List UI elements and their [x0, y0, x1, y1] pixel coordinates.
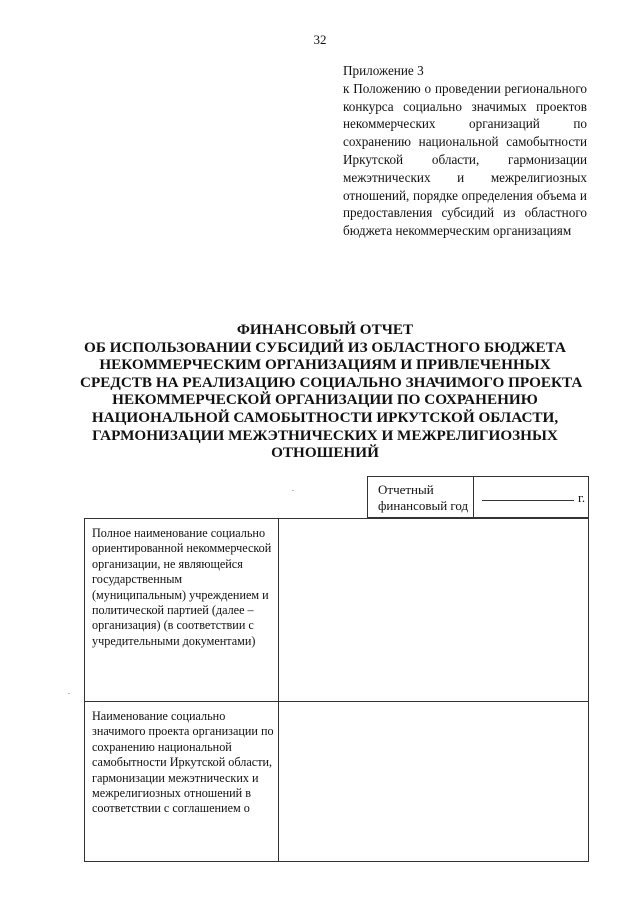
report-title-line: ФИНАНСОВЫЙ ОТЧЕТ — [236, 321, 414, 338]
annex-header — [343, 62, 587, 240]
page-number: 32 — [313, 32, 327, 47]
organization-info-table — [84, 518, 589, 862]
scan-speck — [292, 490, 294, 491]
report-title-line: ОБ ИСПОЛЬЗОВАНИИ СУБСИДИЙ ИЗ ОБЛАСТНОГО БЮДЖЕТА — [84, 338, 566, 356]
report-title-line: НЕКОММЕРЧЕСКОЙ ОРГАНИЗАЦИИ ПО СОХРАНЕНИЮ — [112, 391, 538, 409]
report-title-line: НЕКОММЕРЧЕСКИМ ОРГАНИЗАЦИЯМ И ПРИВЛЕЧЕННЫХ — [99, 356, 551, 374]
project-name-label: Наименование социально значимого проекта организации по сохранению национальной самобытности Иркутской области, гармонизации межэтнических и межрелигиозных отношений в соответствии с соглашением о — [85, 702, 279, 862]
reporting-year-suffix: г. — [578, 490, 586, 505]
organization-name-field[interactable] — [279, 519, 589, 702]
report-title-line: СРЕДСТВ НА РЕАЛИЗАЦИЮ СОЦИАЛЬНО ЗНАЧИМОГО ПРОЕКТА — [80, 373, 583, 391]
annex-body: к Положению о проведении регионального конкурса социально значимых проектов некоммерческих организаций по сохранению национальной самобытности Иркутской области, гармонизации межэтнических и межрелигиозных отношений, порядке определения объема и предоставления субсидий из областного бюджета некоммерческим организациям — [343, 80, 587, 239]
reporting-year-box — [367, 476, 589, 518]
annex-title: Приложение 3 — [343, 63, 424, 78]
reporting-year-blank-line — [482, 500, 574, 501]
reporting-year-label: Отчетный финансовый год — [368, 477, 474, 517]
reporting-year-field[interactable] — [474, 477, 588, 517]
table-row — [85, 702, 589, 862]
report-title-line: НАЦИОНАЛЬНОЙ САМОБЫТНОСТИ ИРКУТСКОЙ ОБЛАСТИ, — [91, 408, 559, 426]
report-title-line: ОТНОШЕНИЙ — [271, 444, 379, 462]
report-title-line: ГАРМОНИЗАЦИИ МЕЖЭТНИЧЕСКИХ И МЕЖРЕЛИГИОЗНЫХ — [92, 426, 558, 444]
project-name-field[interactable] — [279, 702, 589, 862]
table-row — [85, 519, 589, 702]
organization-name-label: Полное наименование социально ориентированной некоммерческой организации, не являющейся государственным (муниципальным) учреждением и политической партией (далее – организация) (в соответствии с учредительными документами) — [85, 519, 279, 702]
report-title — [80, 321, 583, 462]
scan-speck — [68, 693, 70, 694]
